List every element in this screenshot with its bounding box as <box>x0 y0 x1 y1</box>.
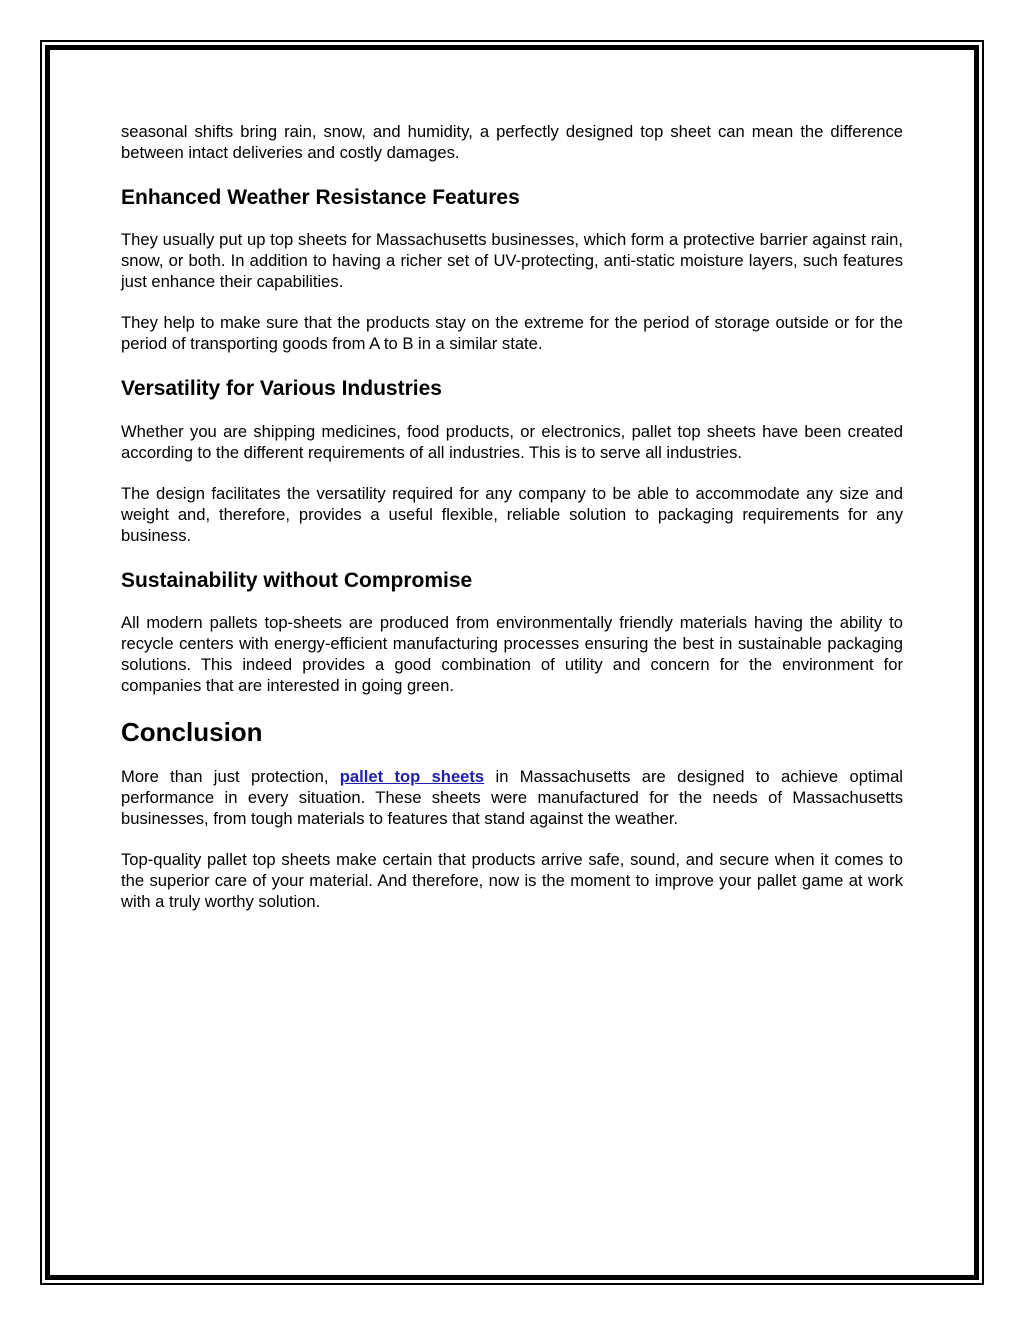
versatility-paragraph-2: The design facilitates the versatility required for any company to be able to accommodate any size and weight and, therefore, provides a useful flexible, reliable solution to packaging requirements for any business. <box>121 484 903 545</box>
conclusion-paragraph-2: Top-quality pallet top sheets make certain that products arrive safe, sound, and secure when it comes to the superior care of your material. And therefore, now is the moment to improve your pallet game at work with a truly worthy solution. <box>121 850 903 911</box>
intro-paragraph: seasonal shifts bring rain, snow, and humidity, a perfectly designed top sheet can mean the difference between intact deliveries and costly damages. <box>121 122 903 162</box>
sustainability-heading: Sustainability without Compromise <box>121 569 473 592</box>
versatility-paragraph-1: Whether you are shipping medicines, food products, or electronics, pallet top sheets have been created according to the different requirements of all industries. This is to serve all industries. <box>121 422 903 462</box>
pallet-top-sheets-link[interactable]: pallet top sheets <box>339 767 485 786</box>
weather-heading: Enhanced Weather Resistance Features <box>121 186 520 209</box>
weather-paragraph-2: They help to make sure that the products stay on the extreme for the period of storage outside or for the period of transporting goods from A to B in a similar state. <box>121 313 903 353</box>
versatility-heading: Versatility for Various Industries <box>121 377 442 400</box>
sustainability-paragraph-1: All modern pallets top-sheets are produced from environmentally friendly materials having the ability to recycle centers with energy-efficient manufacturing processes ensuring the best in sustainable packaging solutions. This indeed provides a good combination of utility and concern for the environment for companies that are interested in going green. <box>121 613 903 695</box>
document-body <box>121 121 903 912</box>
conclusion-text-start: More than just protection, <box>121 767 340 786</box>
weather-paragraph-1: They usually put up top sheets for Massachusetts businesses, which form a protective barrier against rain, snow, or both. In addition to having a richer set of UV-protecting, anti-static moisture layers, such features just enhance their capabilities. <box>121 230 903 291</box>
conclusion-text-end: in Massachusetts are designed to achieve optimal performance in every situation. These sheets were manufactured for the needs of Massachusetts businesses, from tough materials to features that stand against the weather. <box>121 767 903 828</box>
conclusion-heading: Conclusion <box>121 717 263 747</box>
conclusion-paragraph-1 <box>121 766 903 829</box>
